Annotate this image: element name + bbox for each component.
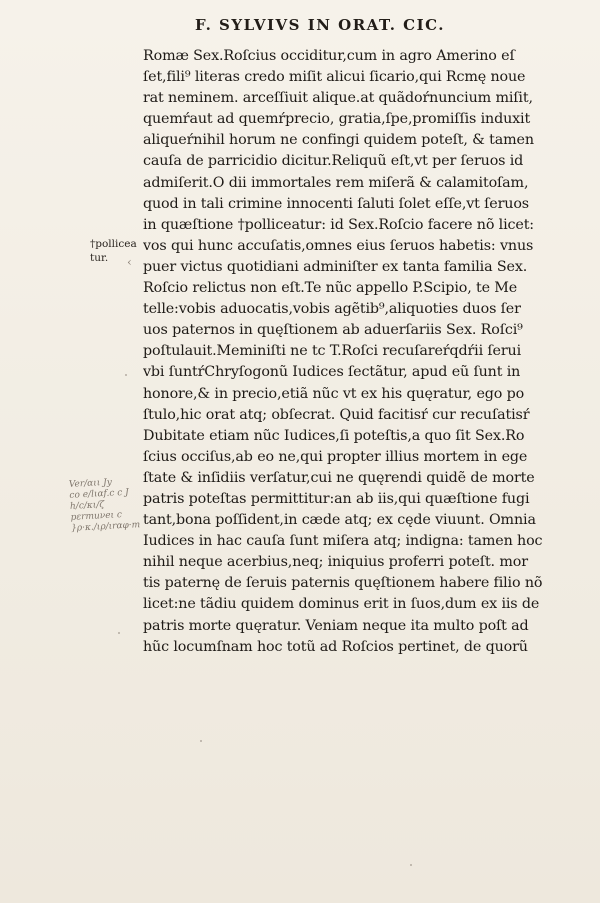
text-line: aliqueŕnihil horum ne confingi quidem poteſt, & tamen [143,132,534,149]
text-line: tis paternę de ſeruis paternis quęſtionem habere filio nõ [143,575,543,592]
text-line: in quæſtione †polliceatur: id Sex.Roſcio facere nõ licet: [143,216,534,233]
ink-speck [118,632,120,634]
text-line: Roſcio relictus non eſt.Te nũc appello P.Scipio, te Me [143,280,518,297]
text-line: ſet,fili⁹ literas credo miſit alicui ſicario,qui Rcmę noue [143,69,526,86]
text-line: hũc locumſnam hoc totũ ad Roſcios pertinet, de quorũ [143,638,528,655]
body-text-block [143,46,595,658]
text-line: nihil neque acerbius,neq; iniquius proferri poteſt. mor [143,554,528,571]
text-line: rat neminem. arceſſiuit alique.at quãdoŕnuncium miſit, [143,90,533,107]
text-line: ſcius occiſus,ab eo ne,qui propter illius mortem in ege [143,448,528,465]
annotation-line: pεrmuνeι c [70,510,123,523]
annotation-line: co e/lιαf.c c J [69,487,130,501]
text-line: ſtulo,hic orat atq; obſecrat. Quid facitisŕ cur recuſatisŕ [143,406,530,423]
text-line: telle:vobis aduocatis,vobis agẽtib⁹,aliquoties duos ſer [143,301,521,318]
text-line: vos qui hunc accuſatis,omnes eius ſeruos habetis: vnus [143,237,534,254]
text-line: patris poteſtas permittitur:an ab iis,qui quæſtione fugi [143,490,530,507]
text-line: honore,& in precio,etiã nũc vt ex his quęratur, ego po [143,385,525,402]
text-line: poſtulauit.Meminiſti ne tc T.Roſci recuſareŕqdŕii ſerui [143,343,522,360]
annotation-line: Ver/αιι Jy [68,477,113,490]
text-line: uos paternos in quęſtionem ab aduerſariis Sex. Roſci⁹ [143,322,523,339]
margin-note-tur: tur. [90,252,109,264]
annotation-line: }ρ·κ./ιρ/ιrαφ·m [70,520,141,534]
text-line: cauſa de parricidio dicitur.Reliquũ eſt,vt per ſeruos id [143,153,524,170]
text-line: quod in tali crimine innocenti ſaluti ſolet eſſe,vt ſeruos [143,195,529,212]
text-line: admiſerit.O dii immortales rem miſerã & calamitoſam, [143,174,529,191]
running-header-title: F. SYLVIVS IN ORAT. CIC. [194,16,446,34]
text-line: vbi ſuntŕChryſogonũ Iudices ſectãtur, apud eũ ſunt in [143,364,521,381]
text-line: patris morte quęratur. Veniam neque ita multo poſt ad [143,617,529,634]
text-line: puer victus quotidiani adminiſter ex tanta familia Sex. [143,258,528,275]
ink-speck [200,740,202,742]
text-line: Romæ Sex.Roſcius occiditur,cum in agro Amerino eſ [143,48,515,64]
handwritten-annotation [69,476,142,535]
text-line: tant,bona poſſident,in cæde atq; ex cęde viuunt. Omnia [143,512,536,529]
margin-note-pollicea: †pollicea [90,238,137,250]
text-line: licet:ne tãdiu quidem dominus erit in ſuos,dum ex iis de [143,596,540,613]
text-line: Iudices in hac cauſa ſunt miſera atq; indigna: tamen hoc [143,533,543,550]
annotation-line: h/c/κι/ζ [69,500,105,512]
text-line: ſtate & inſidiis verſatur,cui ne quęrendi quidẽ de morte [143,469,535,486]
margin-bracket-mark: ‹ [127,255,132,269]
ink-speck [410,864,412,866]
text-line: Dubitate etiam nũc Iudices,ſi poteſtis,a quo ſit Sex.Ro [143,427,525,444]
text-line: quemŕaut ad quemŕprecio, gratia,ſpe,promiſſis induxit [143,111,531,128]
running-header [0,16,600,34]
ink-speck [125,374,127,376]
